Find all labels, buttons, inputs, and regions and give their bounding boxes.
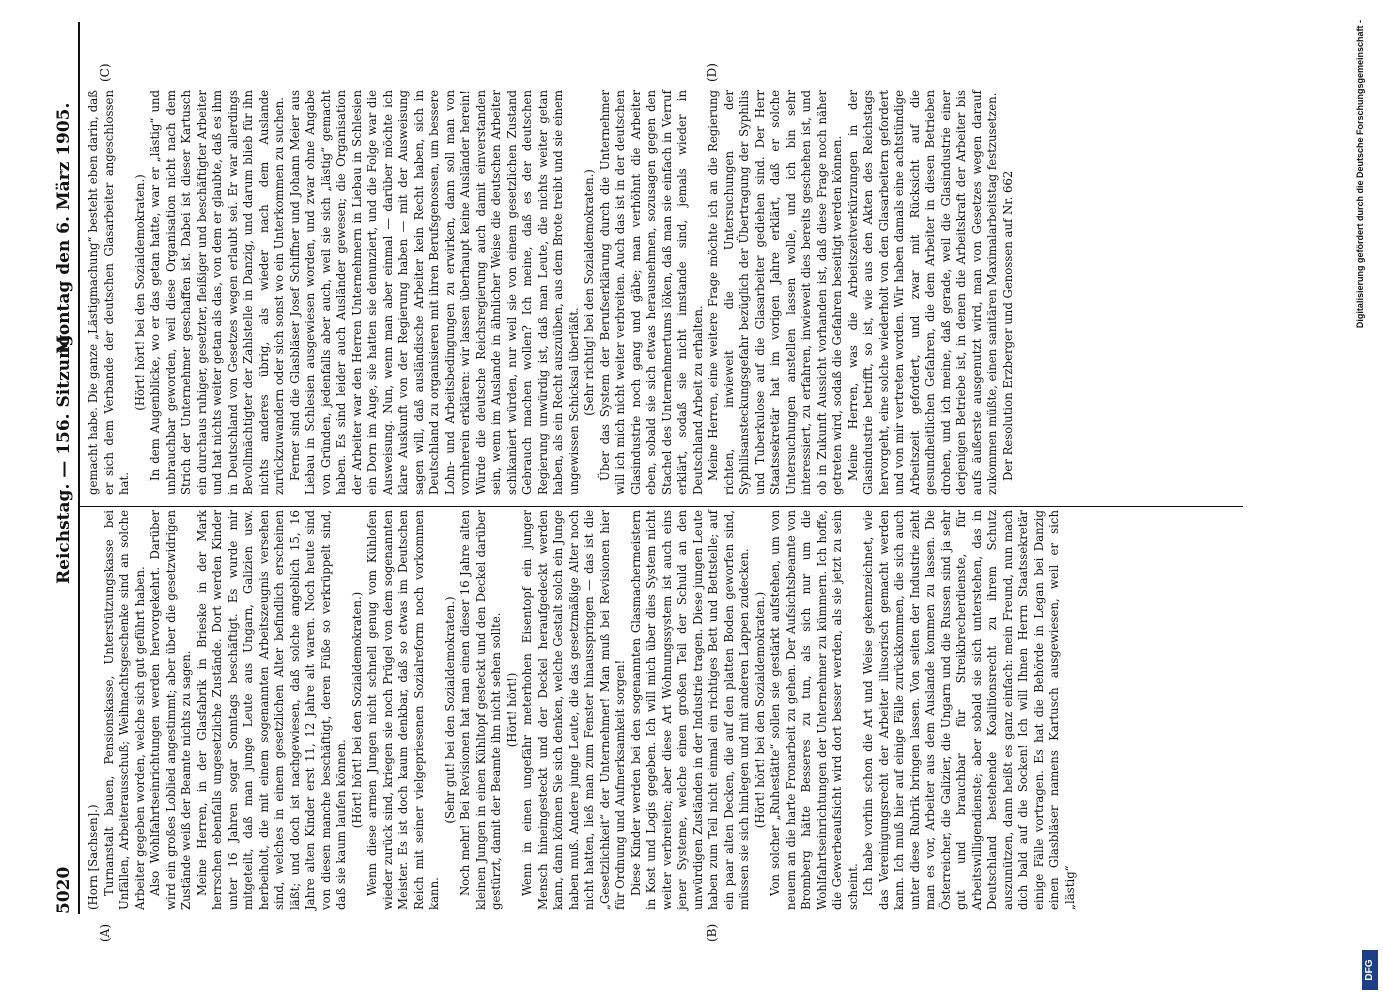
running-title: Reichstag. — 156. Sitzung. — [54, 328, 74, 584]
margin-mark-a: (A) — [98, 923, 112, 942]
margin-mark-b: (B) — [705, 923, 719, 942]
column-divider — [80, 506, 1243, 507]
interjection: (Hört! hört!) — [504, 672, 519, 748]
paragraph: Der Resolution Erzberger und Genossen auf Nr. 662 — [1000, 170, 1015, 481]
paragraph: Noch mehr! Bei Revisionen hat man einen dieser 16 Jahre alten kleinen Jungen in einen Kühltopf gesteckt und den Deckel darüber gestürzt, damit der Beamte ihn nicht sehen sollte. — [458, 510, 503, 910]
paragraph: Meine Herren, in der Glasfabrik in Brieske in der Mark herrschen ebenfalls ungesetzliche Zustände. Dort werden Kinder unter 16 Jahren sogar Sonntags beschäftigt. Es wurde mir mitgeteilt, daß man junge Leute aus Ungarn, Galizien usw. herbeiholt, die mit einem sogenannten Arbeitszeugnis versehen sind, welches in einem gesetzlichen Alter befindlich erscheinen läßt; und doch ist nachgewiesen, daß solche angeblich 15, 16 Jahre alten Kinder erst 11, 12 Jahre alt waren. Noch heute sind von diesen manche beschäftigt, deren Füße so verkrüppelt sind, daß sie kaum laufen können. — [194, 510, 348, 910]
speaker-label: (Horn [Sachsen].) — [86, 804, 100, 910]
paragraph: In dem Augenblicke, wo er das getan hatte, war er „lästig“ und unbrauchbar geworden, weil diese Organisation nicht nach dem Strich der Unternehmer geschaffen ist. Dabei ist dieser Kartusch ein durchaus ruhiger, gesetzter, fleißiger und beschäftigter Arbeiter und hat nichts weiter getan als das, von dem er glaubte, daß es ihm in Deutschland von Gesetzes wegen erlaubt sei. Er war allerdings Bevollmächtigter der Zahlstelle in Danzig, und darum blieb für ihn nichts anderes übrig, als wieder nach dem Auslande zurückzuwandern oder sich sonst wo ein Unterkommen zu suchen. — [148, 90, 286, 495]
interjection: (Sehr gut! bei den Sozialdemokraten.) — [442, 596, 457, 824]
session-date: Montag den 6. März 1905. — [54, 102, 74, 354]
interjection: (Hört! hört! bei den Sozialdemokraten.) — [752, 591, 767, 829]
paragraph: Meine Herren, eine weitere Frage möchte ich an die Regierung richten, inwieweit die Untersuchungen der Syphilisansteckungsgefahr bezüglich der Übertragung der Syphilis und Tuberkulose auf die Glasarbeiter gediehen sind. Der Herr Staatssekretär hat im vorigen Jahre erklärt, daß er solche Untersuchungen anstellen lassen wolle, und ich bin sehr interessiert, zu erfahren, inwieweit dies bereits geschehen ist, und ob in Zukunft Aussicht vorhanden ist, daß diese Frage noch näher getreten wird, sodaß die Gefahren beseitigt werden können. — [706, 90, 844, 495]
paragraph: gemacht habe. Die ganze „Lästigmachung“ besteht eben darin, daß er sich dem Verbande der deutschen Glasarbeiter angeschlossen hat. — [86, 90, 131, 495]
interjection: (Hört! hört! bei den Sozialdemokraten.) — [349, 591, 364, 829]
paragraph: Über das System der Berufserklärung durch die Unternehmer will ich mich nicht weiter verbreiten. Auch das ist in der deutschen Glasindustrie noch gang und gäbe; man verhöhnt die Arbeiter eben, sobald sie sich etwas herausnehmen, sozusagen gegen den Stachel des Unternehmertums löken, daß man sie einfach in Verruf erklärt, sodaß sie nicht imstande sind, jemals wieder in Deutschland Arbeit zu erhalten. — [597, 90, 705, 495]
interjection: (Hört! hört! bei den Sozialdemokraten.) — [132, 174, 147, 411]
paragraph: Ich habe vorhin schon die Art und Weise gekennzeichnet, wie das Vereinigungsrecht der Arbeiter illusorisch gemacht werden kann. Ich muß hier auf einige Fälle zurückkommen, die sich auch unter diese Rubrik bringen lassen. Von seiten der Industrie zieht man es vor, Arbeiter aus dem Auslande kommen zu lassen. Die Österreicher, die Galizier, die Ungarn und die Russen sind ja sehr gut und brauchbar für Streikbrecherdienste, für Arbeitswilligendienste; aber sobald sie sich unterstehen, das in Deutschland bestehende Koalitionsrecht zu ihrem Schutz auszunützen, dann heißt es ganz einfach: mein Freund, nun mach dich bald auf die Socken! Ich will Ihnen Herrn Staatssekretär einige Fälle vortragen. Es hat die Behörde in Legan bei Danzig einen Glasbläser namens Kartusch ausgewiesen, weil er sich „lästig“ — [861, 510, 1077, 910]
paragraph: Also Wohlfahrtseinrichtungen werden hervorgekehrt. Darüber wird ein großes Loblied angestimmt; aber über die gesetzwidrigen Zustände weiß der Beamte nichts zu sagen. — [148, 510, 193, 910]
paragraph: Diese Kinder werden bei den sogenannten Glasmachermeistern in Kost und Logis gegeben. Ich will mich über dies System nicht weiter verbreiten; aber diese Art Wohnungssystem ist auch eins jener Systeme, welche einen großen Teil der Schuld an den unwürdigen Zuständen in der Industrie tragen. Diese jungen Leute haben zum Teil nicht einmal ein richtiges Bett und Bettstelle; auf ein paar alten Decken, die auf den platten Boden geworfen sind, müssen sie sich hinlegen und mit anderen Lappen zudecken. — [628, 510, 751, 910]
paragraph: Wenn diese armen Jungen nicht schnell genug vom Kühlofen wieder zurück sind, kriegen sie noch Prügel von dem sogenannten Meister. Es ist doch kaum denkbar, daß so etwas im Deutschen Reich mit seiner vielgepriesenen Sozialreform noch vorkommen kann. — [365, 510, 441, 910]
paragraph: Von solcher „Ruhestätte“ sollen sie gestärkt aufstehen, um von neuem an die harte Fronarbeit zu gehen. Der Aufsichtsbeamte von Bromberg hätte Besseres zu tun, als sich nur um die Wohlfahrtseinrichtungen der Unternehmer zu kümmern. Ich hoffe, die Gewerbeaufsicht wird dort besser werden, als sie jetzt zu sein scheint. — [768, 510, 860, 910]
dfg-logo: DFG — [1362, 950, 1378, 990]
page-number: 5020 — [54, 866, 74, 914]
interjection: (Sehr richtig! bei den Sozialdemokraten.) — [582, 169, 596, 416]
text-column-left — [86, 510, 1078, 910]
paragraph: Meine Herren, was die Arbeitszeitverkürzungen in der Glasindustrie betrifft, so ist, wie aus den Akten des Reichstags hervorgeht, eine solche wiederholt von den Glasarbeitern gefordert und von mir vertreten worden. Wir haben damals eine achtstündige Arbeitszeit gefordert, und zwar mit Rücksicht auf die gesundheitlichen Gefahren, die dem Arbeiter in diesen Betrieben drohen, und ich meine, daß gerade, weil die Glasindustrie einer derjenigen Betriebe ist, in denen die Arbeitskraft der Arbeiter bis aufs äußerste ausgenutzt wird, man von Gesetzes wegen darauf zukommen müßte, einen sanitären Maximalarbeitstag festzusetzen. — [845, 90, 999, 495]
text-column-right — [86, 90, 1016, 495]
digitization-credit: Digitalisierung gefördert durch die Deutsche Forschungsgemeinschaft - — [1355, 20, 1365, 329]
margin-mark-c: (C) — [98, 63, 112, 82]
page-header — [50, 22, 80, 914]
margin-mark-d: (D) — [705, 63, 719, 82]
header-rule — [78, 22, 80, 914]
paragraph: Turnanstalt bauen, Pensionskasse, Unterstützungskasse bei Unfällen, Arbeiterausschuß; Weihnachtsgeschenke sind an solche Arbeiter gegeben worden, welche sich gut geführt haben. — [101, 510, 147, 910]
paragraph: Ferner sind die Glasbläser Josef Schiffner und Johann Meier aus Liebau in Schlesien ausgewiesen worden, und zwar ohne Angabe von Gründen, jedenfalls aber auch, weil sie sich „lästig“ gemacht haben. Es sind leider auch Ausländer gewesen; die Organisation der Arbeiter war den Herren Unternehmern in Liebau in Schlesien ein Dorn im Auge, sie hatten sie denunziert, und die Folge war die Ausweisung. Nun, wenn man aber einmal — darüber möchte ich klare Auskunft von der Regierung haben — mit der Ausweisung sagen will, daß ausländische Arbeiter kein Recht haben, sich in Deutschland zu organisieren mit ihren Berufsgenossen, um bessere Lohn- und Arbeitsbedingungen zu erwirken, dann soll man von vornherein erklären: wir lassen überhaupt keine Ausländer herein! Würde die deutsche Reichsregierung auch damit einverstanden sein, wenn im Auslande in ähnlicher Weise die deutschen Arbeiter schikaniert würden, nur weil sie von einem gesetzlichen Zustand Gebrauch machen wollen? Ich meine, daß es der deutschen Regierung unwürdig ist, daß man Leute, die nichts weiter getan haben, als ein Recht auszuüben, aus dem Brote treibt und sie einem ungewissen Schicksal überläßt. — [287, 89, 581, 495]
paragraph: Wenn in einen ungefähr meterhohen Eisentopf ein junger Mensch hineingesteckt und der Deckel heraufgedeckt werden kann, dann können Sie sich denken, welche Gestalt solch ein Junge haben muß. Andere junge Leute, die das gesetzmäßige Alter noch nicht hatten, ließ man zum Fenster hinausspringen — das ist die „Gesetzlichkeit“ der Unternehmer! Man muß bei Revisionen hier für Ordnung und Aufmerksamkeit sorgen! — [520, 510, 627, 910]
